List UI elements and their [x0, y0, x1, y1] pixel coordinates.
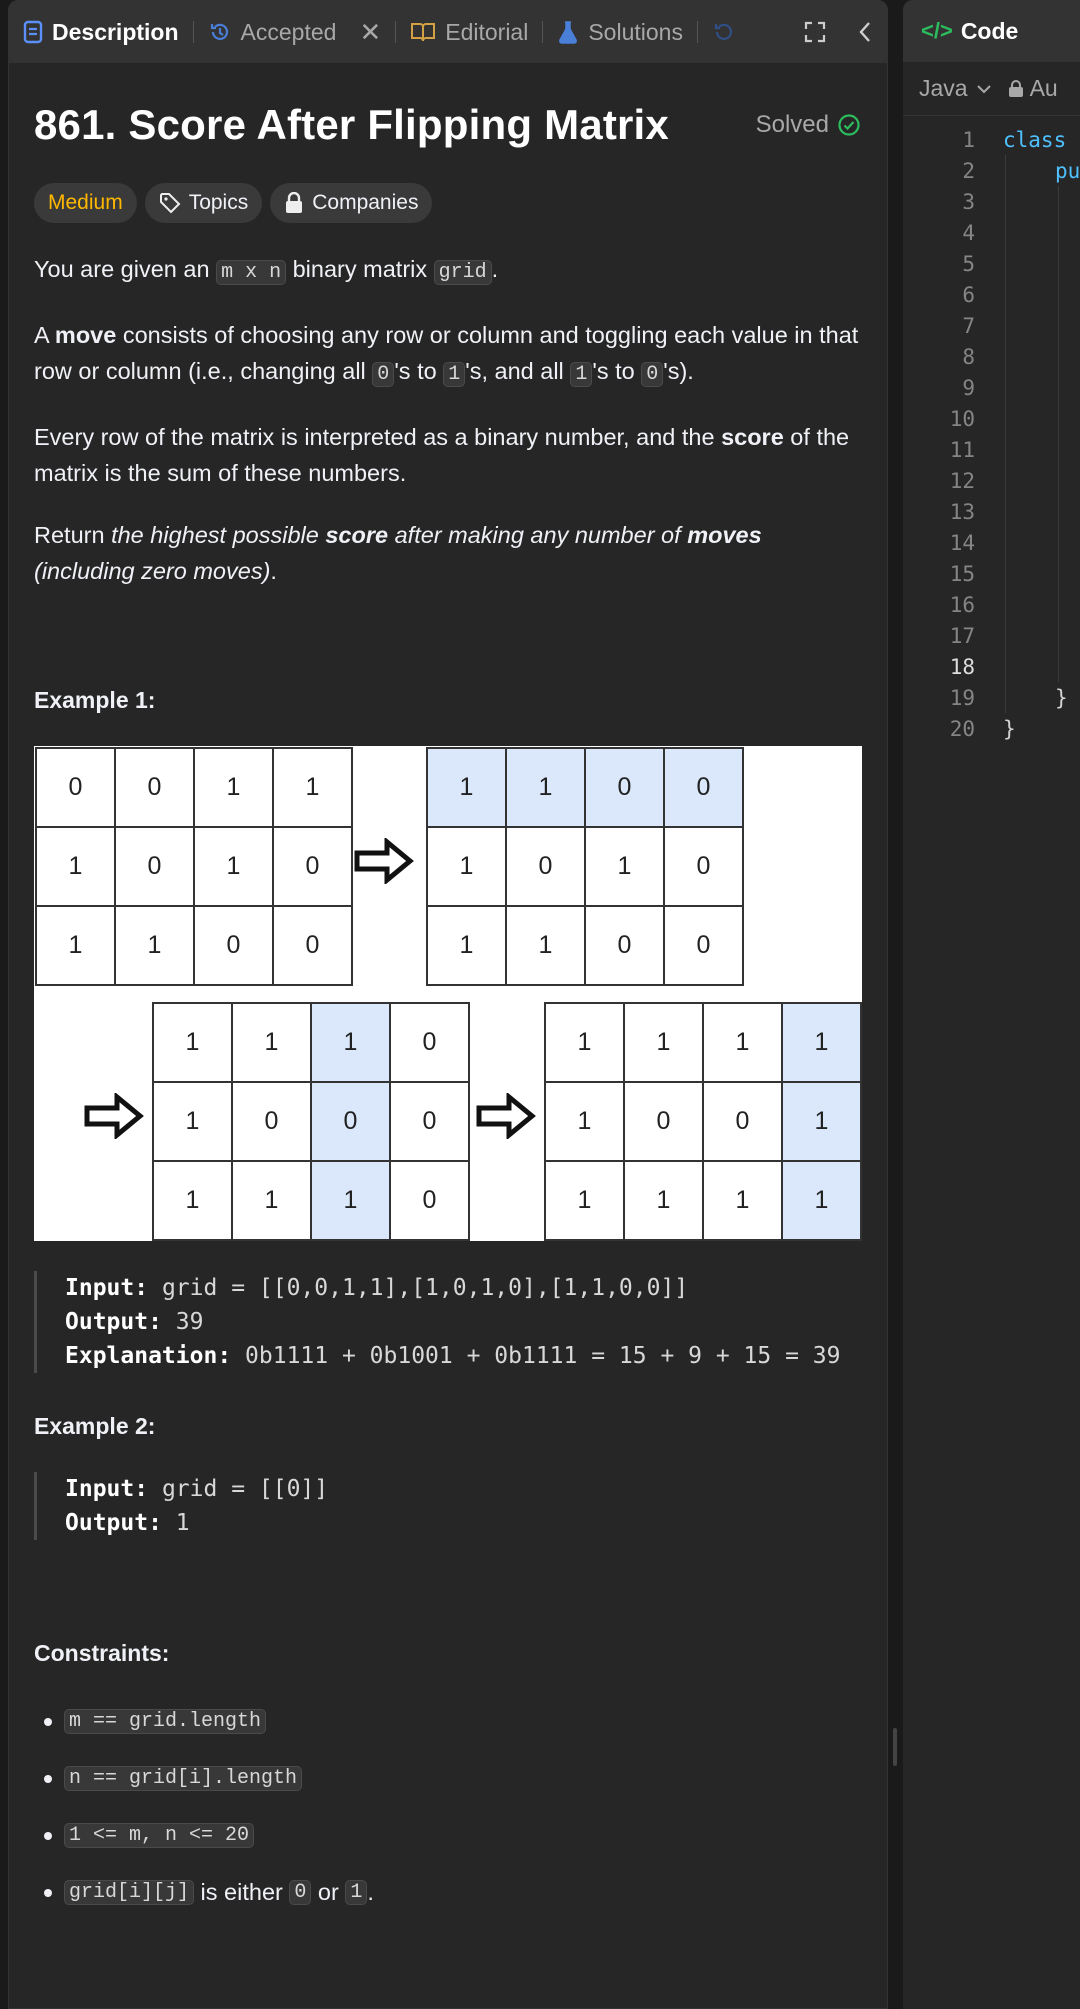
matrix-cell: 1 — [153, 1161, 232, 1240]
code-line: 1 class — [962, 127, 1067, 152]
topics-badge[interactable] — [145, 183, 263, 223]
difficulty-badge: Medium — [34, 183, 137, 223]
code-line: 2 pu — [903, 155, 1080, 186]
example1-title: Example 1: — [34, 687, 156, 713]
matrix-cell: 1 — [194, 827, 273, 906]
matrix-cell: 0 — [273, 827, 352, 906]
matrix-cell: 1 — [585, 827, 664, 906]
flask-icon — [557, 20, 579, 44]
example2-title: Example 2: — [34, 1413, 156, 1439]
matrix-cell: 1 — [782, 1003, 861, 1082]
matrix-cell: 0 — [664, 906, 743, 985]
matrix-cell: 1 — [545, 1161, 624, 1240]
matrix-cell: 1 — [545, 1082, 624, 1161]
code-line: 7 — [903, 310, 1080, 341]
matrix-cell: 1 — [153, 1003, 232, 1082]
check-circle-icon — [837, 113, 861, 137]
description-panel — [8, 0, 888, 2009]
matrix-cell: 1 — [703, 1003, 782, 1082]
code-line: 16 — [903, 589, 1080, 620]
matrix-cell: 1 — [36, 906, 115, 985]
tab-editorial-label: Editorial — [445, 18, 529, 45]
tab-accepted-label: Accepted — [240, 18, 337, 45]
page-title[interactable]: 861. Score After Flipping Matrix — [34, 101, 669, 148]
matrix-cell: 0 — [115, 827, 194, 906]
code-line: 19 } — [903, 682, 1080, 713]
code-line: 3 — [903, 186, 1080, 217]
tab-solutions-label: Solutions — [588, 18, 683, 45]
example2-block: Input: grid = [[0]] Output: 1 — [34, 1472, 861, 1540]
tag-icon — [159, 192, 181, 214]
code-line: 8 — [903, 341, 1080, 372]
code-line: 18 — [903, 651, 1080, 682]
matrix-cell: 0 — [585, 748, 664, 827]
matrix-cell: 1 — [153, 1082, 232, 1161]
matrix-cell: 1 — [427, 827, 506, 906]
tab-description-label: Description — [52, 18, 179, 45]
close-icon[interactable]: ✕ — [359, 16, 382, 47]
list-item: m == grid.length — [34, 1693, 861, 1750]
example1-input: grid = [[0,0,1,1],[1,0,1,0],[1,1,0,0]] — [161, 1275, 689, 1301]
code-line: 4 — [903, 217, 1080, 248]
code-line: 6 — [903, 279, 1080, 310]
solved-label: Solved — [755, 111, 829, 138]
code-line: 13 — [903, 496, 1080, 527]
language-select[interactable]: Java — [919, 75, 992, 102]
intro-paragraph: You are given an m x n binary matrix grid . — [34, 256, 499, 284]
example1-block: Input: grid = [[0,0,1,1],[1,0,1,0],[1,1,0,0]] Output: 39 Explanation: 0b1111 + 0b1001 + 0b1111 = 15 + 9 + 15 = 39 — [34, 1271, 861, 1373]
matrix-cell: 1 — [427, 748, 506, 827]
matrix-cell: 0 — [273, 906, 352, 985]
matrix-cell: 0 — [311, 1082, 390, 1161]
matrix-cell: 1 — [194, 748, 273, 827]
tab-accepted[interactable] — [208, 17, 382, 48]
matrix-cell: 1 — [506, 906, 585, 985]
example1-output: 39 — [175, 1309, 204, 1335]
code-editor-panel — [903, 0, 1080, 2009]
matrix-cell: 0 — [390, 1003, 469, 1082]
matrix-cell: 0 — [664, 748, 743, 827]
matrix-cell: 1 — [232, 1161, 311, 1240]
code-line: 17 — [903, 620, 1080, 651]
code-line: 15 — [903, 558, 1080, 589]
problem-content — [9, 99, 887, 1921]
matrix-cell: 1 — [232, 1003, 311, 1082]
editor-header — [903, 0, 1080, 62]
arrow-right-icon — [354, 838, 414, 884]
list-item: grid[i][j] is either 0 or 1 . — [34, 1864, 861, 1921]
matrix-cell: 1 — [427, 906, 506, 985]
companies-label: Companies — [312, 191, 419, 214]
example2-input: grid = [[0]] — [161, 1476, 329, 1502]
matrix-cell: 0 — [624, 1082, 703, 1161]
topics-label: Topics — [188, 191, 249, 214]
code-lines[interactable] — [903, 124, 1080, 744]
matrix-cell: 1 — [311, 1161, 390, 1240]
return-paragraph: Return the highest possible score after making any number of moves (including zero moves). — [34, 522, 762, 584]
companies-badge[interactable] — [270, 183, 432, 223]
code-line: 11 — [903, 434, 1080, 465]
matrix-cell: 1 — [506, 748, 585, 827]
tag-badges — [34, 183, 861, 223]
code-icon: </> — [921, 18, 953, 43]
chevron-down-icon — [976, 83, 992, 95]
code-line: 20 } — [949, 716, 1016, 741]
matrix-grid-1 — [426, 747, 744, 986]
history-icon — [208, 20, 232, 44]
code-line: 12 — [903, 465, 1080, 496]
matrix-cell: 1 — [273, 748, 352, 827]
description-icon — [23, 20, 43, 44]
constraints-list — [34, 1693, 861, 1921]
code-line: 9 — [903, 372, 1080, 403]
matrix-cell: 0 — [506, 827, 585, 906]
move-paragraph: A move consists of choosing any row or column and toggling each value in that row or column (i.e., changing all 0 's to 1 's, and all 1 's to 0 's). — [34, 322, 859, 386]
score-paragraph: Every row of the matrix is interpreted as a binary number, and the score of the matrix is the sum of these numbers. — [34, 424, 850, 486]
matrix-cell: 1 — [624, 1003, 703, 1082]
matrix-grid-0 — [35, 747, 353, 986]
matrix-cell: 0 — [703, 1082, 782, 1161]
history-icon-faded[interactable] — [712, 20, 736, 44]
matrix-cell: 0 — [232, 1082, 311, 1161]
code-line: 5 — [903, 248, 1080, 279]
lock-icon — [284, 192, 304, 214]
tab-description[interactable] — [23, 19, 179, 46]
matrix-cell: 1 — [115, 906, 194, 985]
example1-figure — [34, 746, 862, 1241]
matrix-cell: 0 — [390, 1161, 469, 1240]
example1-explanation: 0b1111 + 0b1001 + 0b1111 = 15 + 9 + 15 = 39 — [245, 1343, 841, 1369]
matrix-cell: 0 — [585, 906, 664, 985]
matrix-cell: 1 — [703, 1161, 782, 1240]
matrix-grid-3 — [544, 1002, 862, 1241]
list-item: n == grid[i].length — [34, 1750, 861, 1807]
arrow-right-icon — [84, 1093, 144, 1139]
code-line: 10 — [903, 403, 1080, 434]
auto-mode[interactable]: Au — [1008, 75, 1058, 102]
tab-editorial[interactable] — [410, 19, 528, 46]
matrix-cell: 0 — [390, 1082, 469, 1161]
editor-toolbar — [903, 62, 1080, 116]
matrix-cell: 1 — [545, 1003, 624, 1082]
resize-handle[interactable] — [893, 1728, 897, 1766]
matrix-cell: 1 — [311, 1003, 390, 1082]
book-icon — [410, 21, 436, 43]
panel-tabs — [9, 1, 887, 63]
fullscreen-icon[interactable] — [803, 20, 827, 44]
matrix-cell: 0 — [194, 906, 273, 985]
example2-output: 1 — [175, 1510, 190, 1536]
matrix-cell: 0 — [36, 748, 115, 827]
matrix-cell: 1 — [624, 1161, 703, 1240]
code-line: 14 — [903, 527, 1080, 558]
arrow-right-icon — [476, 1093, 536, 1139]
matrix-cell: 1 — [36, 827, 115, 906]
matrix-cell: 1 — [782, 1082, 861, 1161]
list-item: 1 <= m, n <= 20 — [34, 1807, 861, 1864]
matrix-cell: 0 — [664, 827, 743, 906]
solved-status — [756, 111, 861, 139]
lock-icon — [1008, 80, 1024, 98]
constraints-title: Constraints: — [34, 1640, 170, 1666]
tab-solutions[interactable] — [557, 19, 683, 46]
matrix-cell: 1 — [782, 1161, 861, 1240]
matrix-cell: 0 — [115, 748, 194, 827]
matrix-grid-2 — [152, 1002, 470, 1241]
collapse-left-icon[interactable] — [857, 20, 873, 44]
editor-title: Code — [960, 17, 1019, 44]
